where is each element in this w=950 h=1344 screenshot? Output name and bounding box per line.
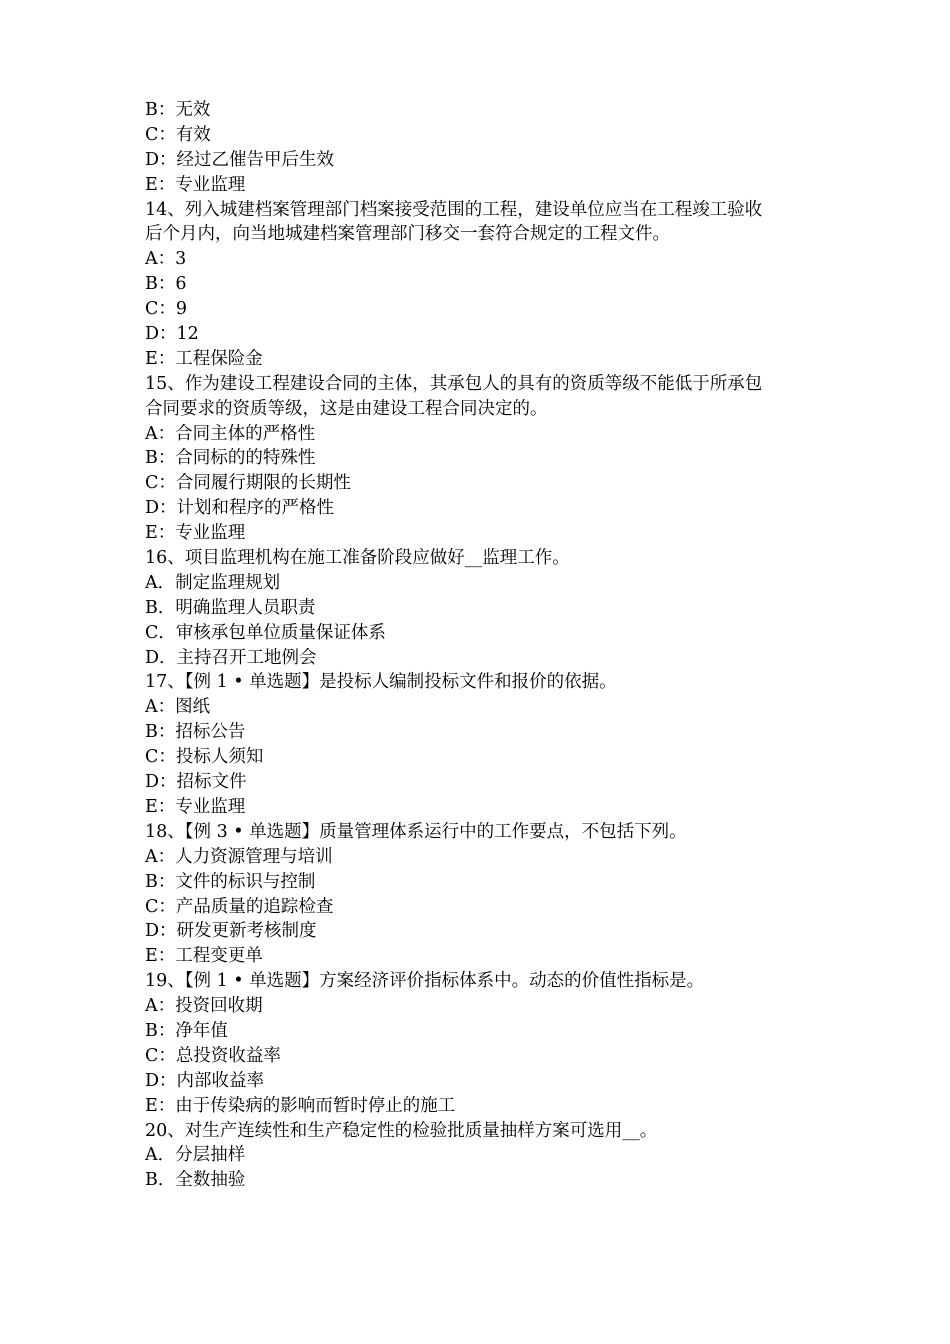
option-line: C：投标人须知 bbox=[145, 747, 264, 768]
option-line: D：经过乙催告甲后生效 bbox=[145, 149, 335, 170]
question-stem-line: 后个月内，向当地城建档案管理部门移交一套符合规定的工程文件。 bbox=[145, 224, 670, 245]
option-line: D：12 bbox=[145, 324, 199, 345]
option-line: C：合同履行期限的长期性 bbox=[145, 473, 351, 494]
question-stem-line: 17、【例 1 • 单选题】是投标人编制投标文件和报价的依据。 bbox=[145, 672, 617, 693]
option-line: D．主持召开工地例会 bbox=[145, 647, 317, 668]
question-stem-line: 15、作为建设工程建设合同的主体，其承包人的具有的资质等级不能低于所承包 bbox=[145, 373, 763, 394]
option-line: A．制定监理规划 bbox=[145, 572, 281, 593]
option-line: A：3 bbox=[145, 249, 187, 270]
option-line: E：工程变更单 bbox=[145, 946, 263, 967]
option-line: E：工程保险金 bbox=[145, 348, 263, 369]
option-line: B：招标公告 bbox=[145, 722, 246, 743]
question-stem-line: 合同要求的资质等级，这是由建设工程合同决定的。 bbox=[145, 398, 548, 419]
option-line: B．明确监理人员职责 bbox=[145, 597, 316, 618]
option-line: A：投资回收期 bbox=[145, 996, 263, 1017]
option-line: B：文件的标识与控制 bbox=[145, 871, 316, 892]
option-line: D：研发更新考核制度 bbox=[145, 921, 317, 942]
option-line: C．审核承包单位质量保证体系 bbox=[145, 622, 386, 643]
option-line: C：有效 bbox=[145, 124, 211, 145]
option-line: A：图纸 bbox=[145, 697, 211, 718]
question-stem-line: 14、列入城建档案管理部门档案接受范围的工程，建设单位应当在工程竣工验收 bbox=[145, 199, 763, 220]
option-line: B：合同标的的特殊性 bbox=[145, 448, 316, 469]
option-line: A：人力资源管理与培训 bbox=[145, 846, 333, 867]
option-line: C：总投资收益率 bbox=[145, 1045, 281, 1066]
option-line: B：净年值 bbox=[145, 1020, 228, 1041]
option-line: E：专业监理 bbox=[145, 174, 246, 195]
option-line: E：由于传染病的影响而暂时停止的施工 bbox=[145, 1095, 456, 1116]
option-line: C：9 bbox=[145, 299, 188, 320]
option-line: D：计划和程序的严格性 bbox=[145, 498, 335, 519]
option-line: C：产品质量的追踪检查 bbox=[145, 896, 334, 917]
document-page bbox=[145, 98, 825, 1193]
option-line: D：招标文件 bbox=[145, 772, 247, 793]
question-stem-line: 18、【例 3 • 单选题】质量管理体系运行中的工作要点，不包括下列。 bbox=[145, 821, 687, 842]
option-line: D：内部收益率 bbox=[145, 1070, 265, 1091]
question-stem-line: 16、项目监理机构在施工准备阶段应做好__监理工作。 bbox=[145, 548, 570, 569]
option-line: E：专业监理 bbox=[145, 796, 246, 817]
question-stem-line: 19、【例 1 • 单选题】方案经济评价指标体系中。动态的价值性指标是。 bbox=[145, 971, 705, 992]
option-line: B．全数抽验 bbox=[145, 1170, 246, 1191]
question-stem-line: 20、对生产连续性和生产稳定性的检验批质量抽样方案可选用__。 bbox=[145, 1120, 658, 1141]
option-line: E：专业监理 bbox=[145, 523, 246, 544]
option-line: A：合同主体的严格性 bbox=[145, 423, 316, 444]
option-line: B：6 bbox=[145, 274, 187, 295]
option-line: A．分层抽样 bbox=[145, 1145, 246, 1166]
option-line: B：无效 bbox=[145, 100, 211, 120]
